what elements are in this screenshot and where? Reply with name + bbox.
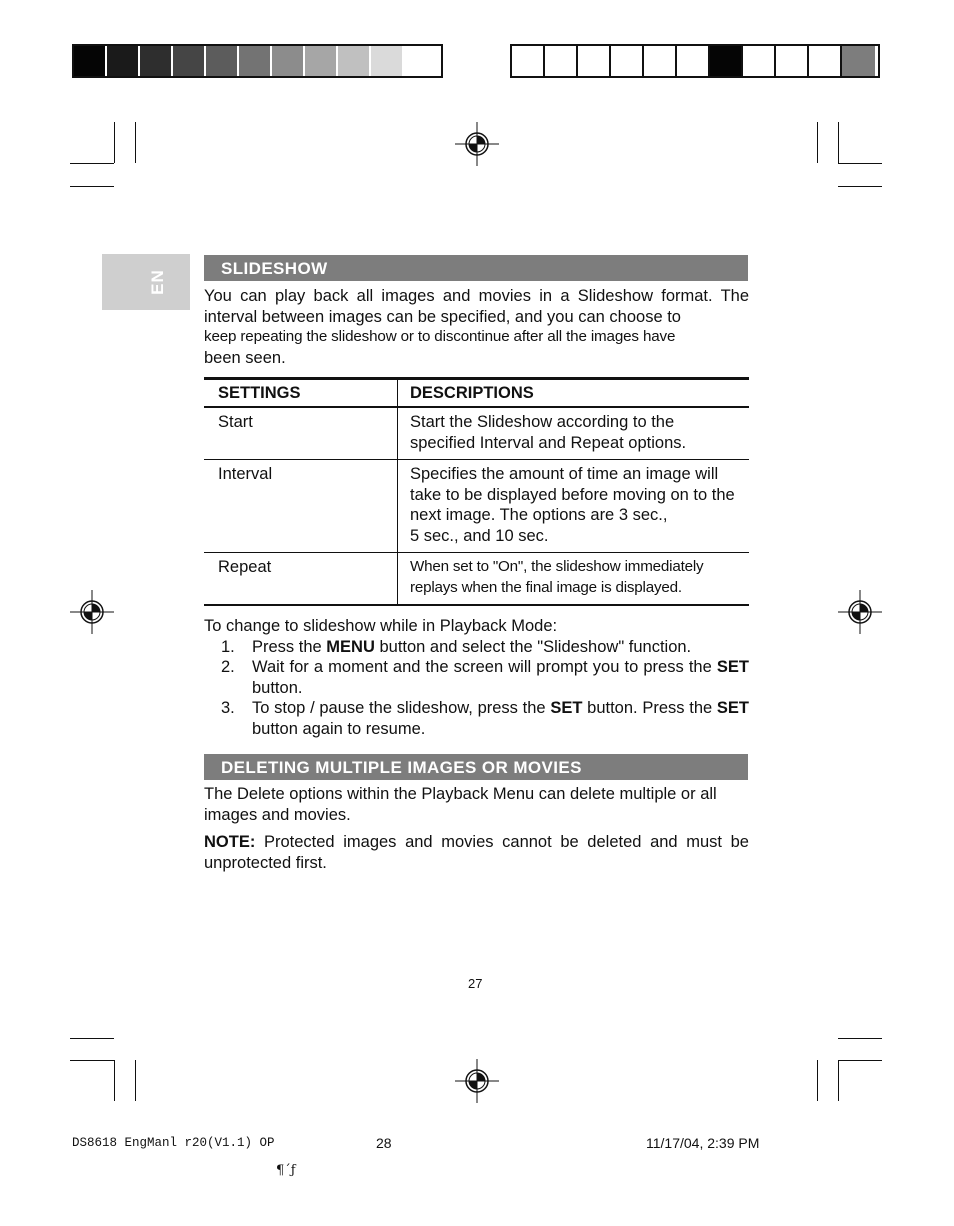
crop-mark [70,1038,114,1039]
steps-intro: To change to slideshow while in Playback Mode: [204,617,558,635]
step-text: button again to resume. [252,719,426,738]
deleting-paragraph: The Delete options within the Playback Menu can delete multiple or all images and movies. [204,785,717,824]
registration-mark-icon [70,590,114,634]
crop-mark [838,1060,839,1101]
table-row [204,553,749,606]
crop-mark [838,163,882,164]
grayscale-swatch [371,46,404,76]
grayscale-swatch [272,46,305,76]
description-cell: When set to "On", the slideshow immediately replays when the final image is displayed. [410,558,704,596]
table-row [204,407,749,460]
step-key: SET [716,658,749,676]
grayscale-swatch [74,46,107,76]
setting-cell: Repeat [218,558,272,576]
grayscale-swatch [404,46,437,76]
description-cell [410,460,749,552]
slideshow-intro-line-c: been seen. [204,348,286,367]
step-key: MENU [326,637,375,656]
note-paragraph [204,832,749,873]
step-text: Wait for a moment and the screen will prompt you to press the [252,658,717,676]
registration-swatch [545,46,578,76]
crop-mark [838,1038,882,1039]
step-key: SET [716,699,749,717]
column-header-settings: SETTINGS [204,379,398,408]
section-header-slideshow: SLIDESHOW [204,255,748,281]
steps-list [204,637,749,740]
crop-mark [70,1060,114,1061]
crop-mark [70,163,114,164]
registration-swatch [809,46,842,76]
step-text: To stop / pause the slideshow, press the [252,699,551,717]
registration-swatch [611,46,644,76]
crop-mark [70,186,114,187]
grayscale-swatch [305,46,338,76]
column-header-descriptions: DESCRIPTIONS [398,379,750,408]
crop-mark [114,122,115,163]
step-text: Press the [252,637,327,656]
setting-cell: Start [218,413,253,431]
crop-mark [135,1060,136,1101]
slideshow-steps [204,616,749,739]
note-label: NOTE: [204,833,256,851]
description-cell: Start the Slideshow according to the specified Interval and Repeat options. [410,413,687,452]
settings-table [204,377,749,606]
grayscale-calibration-strip [72,44,443,78]
registration-swatch [710,46,743,76]
setting-cell: Interval [218,465,273,483]
step-key: SET [550,699,583,717]
list-item [204,657,749,698]
grayscale-swatch [338,46,371,76]
footer-garbled-text: ¶´ƒ [276,1163,296,1178]
registration-swatch [644,46,677,76]
language-tab-label: EN [148,269,167,295]
note-text: Protected images and movies cannot be deleted and must be unprotected first. [204,833,749,872]
crop-mark [135,122,136,163]
crop-mark [817,1060,818,1101]
registration-swatch [677,46,710,76]
grayscale-swatch [173,46,206,76]
grayscale-swatch [206,46,239,76]
step-number: 3. [221,699,235,717]
crop-mark [838,186,882,187]
step-number: 1. [221,637,235,656]
crop-mark [838,1060,882,1061]
step-text: button. [252,678,303,697]
registration-mark-icon [838,590,882,634]
footer-datetime: 11/17/04, 2:39 PM [646,1135,760,1151]
grayscale-swatch [107,46,140,76]
registration-mark-icon [455,122,499,166]
slideshow-intro-line-a: You can play back all images and movies in a Slideshow format. The interval between images can be specified, and you can choose to [204,287,749,326]
footer-file-name: DS8618 EngManl r20(V1.1) OP [72,1136,275,1150]
page-number: 27 [468,976,483,991]
grayscale-swatch [140,46,173,76]
section-header-deleting: DELETING MULTIPLE IMAGES OR MOVIES [204,754,748,780]
registration-swatch [776,46,809,76]
crop-mark [114,1060,115,1101]
step-text: button and select the "Slideshow" function. [374,637,692,656]
language-tab [102,254,190,310]
table-row [204,460,749,553]
step-number: 2. [221,658,235,676]
registration-mark-icon [455,1059,499,1103]
crop-mark [817,122,818,163]
description-text: Specifies the amount of time an image will take to be displayed before moving on to the next image. The options are 3 sec., [410,465,735,524]
footer-sheet-number: 28 [376,1135,392,1151]
slideshow-intro [204,286,749,368]
registration-swatch [842,46,875,76]
description-text-continued: 5 sec., and 10 sec. [410,526,549,545]
list-item [204,698,749,739]
grayscale-swatch [239,46,272,76]
step-text: button. Press the [582,699,717,717]
slideshow-intro-line-b: keep repeating the slideshow or to discontinue after all the images have [204,328,676,345]
crop-mark [838,122,839,163]
list-item [204,637,749,658]
registration-swatch [743,46,776,76]
registration-calibration-strip [510,44,880,78]
registration-swatch [512,46,545,76]
table-header-row [204,379,749,408]
registration-swatch [578,46,611,76]
